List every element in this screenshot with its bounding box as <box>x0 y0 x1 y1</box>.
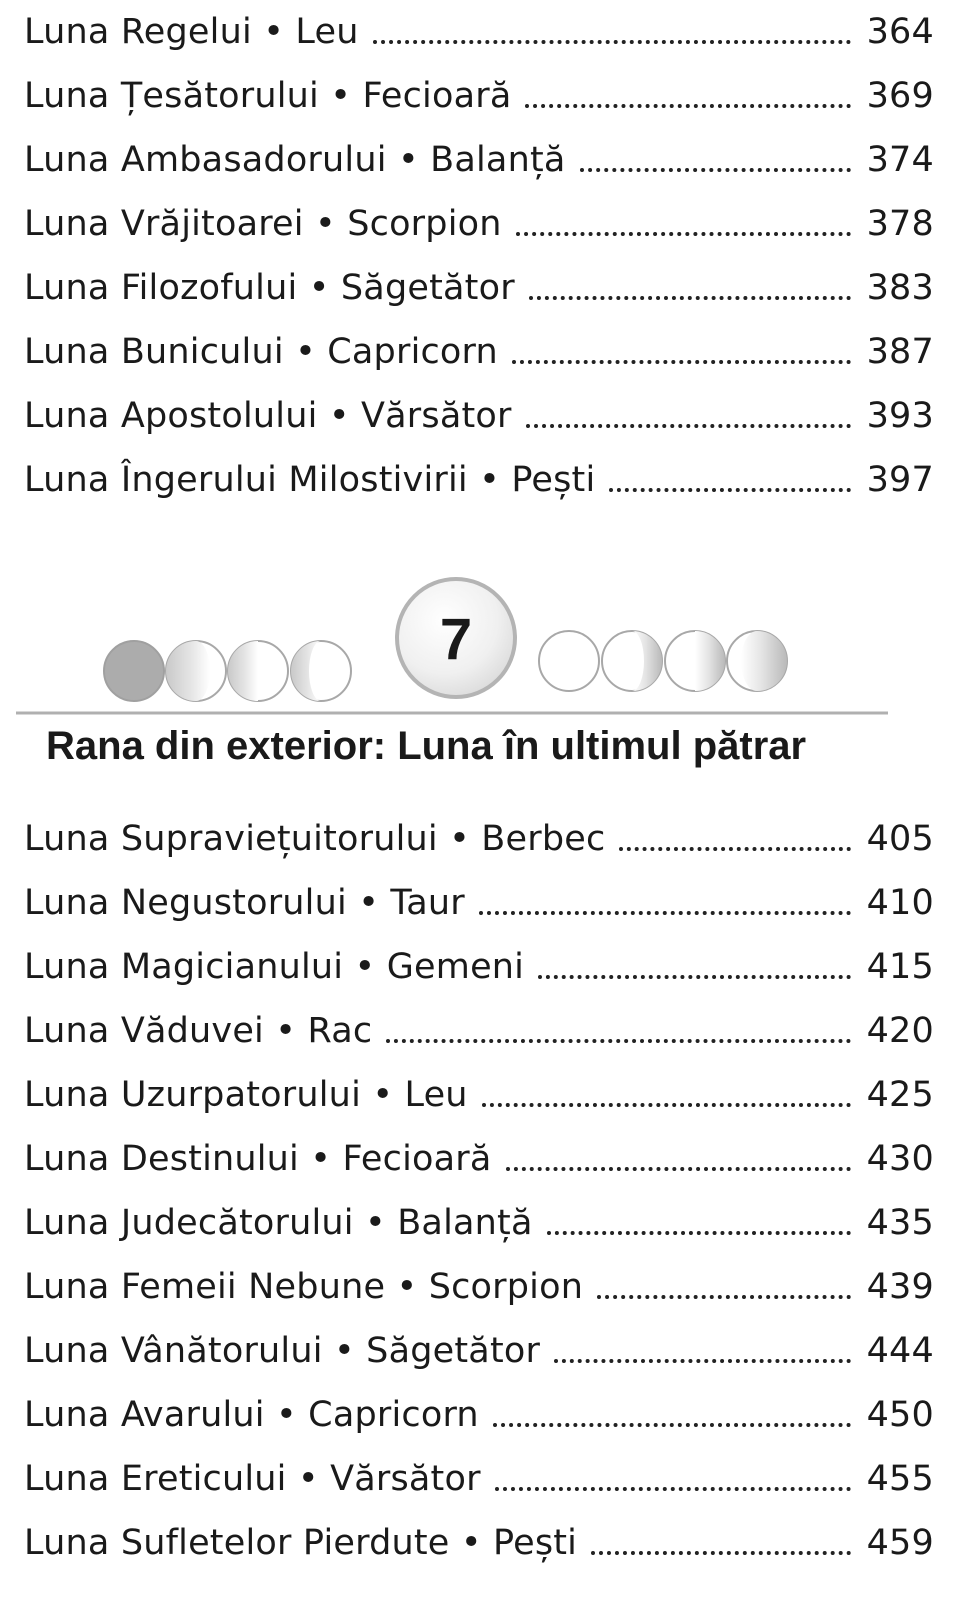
toc-entry[interactable] <box>24 871 934 935</box>
moon-last-quarter-icon <box>665 631 725 691</box>
dot-leader <box>547 1231 851 1235</box>
toc-entry-title: Luna Destinului • Fecioară <box>24 1139 492 1179</box>
toc-entry-page: 378 <box>866 204 934 244</box>
toc-entry[interactable] <box>24 1447 934 1511</box>
toc-entry[interactable] <box>24 999 934 1063</box>
toc-entry[interactable] <box>24 448 934 512</box>
toc-entry[interactable] <box>24 64 934 128</box>
toc-entry-page: 374 <box>866 140 934 180</box>
toc-list-top <box>24 0 934 512</box>
dot-leader <box>526 424 851 428</box>
toc-entry[interactable] <box>24 192 934 256</box>
toc-entry-title: Luna Femeii Nebune • Scorpion <box>24 1267 584 1307</box>
toc-entry-title: Luna Apostolului • Vărsător <box>24 396 512 436</box>
toc-entry[interactable] <box>24 935 934 999</box>
toc-entry-page: 420 <box>866 1011 934 1051</box>
toc-entry-page: 369 <box>866 76 934 116</box>
dot-leader <box>525 104 850 108</box>
toc-entry-page: 459 <box>866 1523 934 1563</box>
toc-entry[interactable] <box>24 807 934 871</box>
toc-entry-page: 383 <box>866 268 934 308</box>
toc-entry[interactable] <box>24 0 934 64</box>
chapter-header <box>0 560 972 800</box>
moon-quarter-icon <box>228 641 288 701</box>
dot-leader <box>373 40 851 44</box>
dot-leader <box>512 360 851 364</box>
toc-entry-title: Luna Judecătorului • Balanță <box>24 1203 533 1243</box>
dot-leader <box>386 1039 850 1043</box>
toc-entry-page: 435 <box>866 1203 934 1243</box>
toc-entry-page: 364 <box>866 12 934 52</box>
moon-waning-crescent-icon <box>727 631 787 691</box>
dot-leader <box>495 1487 851 1491</box>
toc-entry-page: 455 <box>866 1459 934 1499</box>
toc-entry-page: 405 <box>866 819 934 859</box>
toc-entry-page: 397 <box>866 460 934 500</box>
toc-entry-page: 387 <box>866 332 934 372</box>
toc-entry[interactable] <box>24 1255 934 1319</box>
toc-entry-title: Luna Filozofului • Săgetător <box>24 268 515 308</box>
toc-entry[interactable] <box>24 1383 934 1447</box>
chapter-number: 7 <box>439 607 473 672</box>
dot-leader <box>619 847 850 851</box>
toc-entry[interactable] <box>24 1127 934 1191</box>
dot-leader <box>538 975 850 979</box>
toc-entry[interactable] <box>24 1191 934 1255</box>
toc-entry-title: Luna Văduvei • Rac <box>24 1011 373 1051</box>
toc-entry-title: Luna Magicianului • Gemeni <box>24 947 525 987</box>
toc-entry-page: 450 <box>866 1395 934 1435</box>
dot-leader <box>529 296 851 300</box>
toc-entry-title: Luna Ambasadorului • Balanță <box>24 140 566 180</box>
dot-leader <box>516 232 851 236</box>
chapter-title: Rana din exterior: Luna în ultimul pătrar <box>46 724 807 768</box>
toc-entry-page: 430 <box>866 1139 934 1179</box>
toc-entry[interactable] <box>24 384 934 448</box>
toc-entry-title: Luna Vânătorului • Săgetător <box>24 1331 541 1371</box>
moon-crescent-icon <box>166 641 226 701</box>
toc-entry[interactable] <box>24 256 934 320</box>
toc-entry-title: Luna Îngerului Milostivirii • Pești <box>24 460 596 500</box>
toc-entry-page: 444 <box>866 1331 934 1371</box>
toc-entry-page: 425 <box>866 1075 934 1115</box>
moon-new-icon <box>104 641 164 701</box>
toc-entry-title: Luna Sufletelor Pierdute • Pești <box>24 1523 578 1563</box>
toc-entry-page: 415 <box>866 947 934 987</box>
moon-gibbous-icon <box>291 641 351 701</box>
dot-leader <box>506 1167 851 1171</box>
dot-leader <box>554 1359 851 1363</box>
dot-leader <box>580 168 851 172</box>
moon-full-icon <box>539 631 599 691</box>
toc-entry-title: Luna Ereticului • Vărsător <box>24 1459 481 1499</box>
toc-entry-title: Luna Bunicului • Capricorn <box>24 332 498 372</box>
toc-entry-title: Luna Uzurpatorului • Leu <box>24 1075 468 1115</box>
dot-leader <box>609 488 850 492</box>
dot-leader <box>597 1295 850 1299</box>
dot-leader <box>482 1103 851 1107</box>
moon-waning-gibbous-icon <box>602 631 662 691</box>
toc-entry-title: Luna Avarului • Capricorn <box>24 1395 479 1435</box>
toc-entry[interactable] <box>24 128 934 192</box>
toc-list-bottom <box>24 807 934 1575</box>
toc-entry[interactable] <box>24 1319 934 1383</box>
toc-entry-title: Luna Țesătorului • Fecioară <box>24 76 512 116</box>
toc-entry-page: 410 <box>866 883 934 923</box>
toc-entry-title: Luna Regelui • Leu <box>24 12 359 52</box>
toc-entry[interactable] <box>24 1063 934 1127</box>
toc-entry-title: Luna Vrăjitoarei • Scorpion <box>24 204 502 244</box>
toc-entry-title: Luna Negustorului • Taur <box>24 883 465 923</box>
toc-entry[interactable] <box>24 1511 934 1575</box>
toc-entry-page: 393 <box>866 396 934 436</box>
dot-leader <box>591 1551 850 1555</box>
dot-leader <box>479 911 851 915</box>
toc-entry[interactable] <box>24 320 934 384</box>
dot-leader <box>493 1423 851 1427</box>
toc-entry-title: Luna Supraviețuitorului • Berbec <box>24 819 606 859</box>
toc-entry-page: 439 <box>866 1267 934 1307</box>
